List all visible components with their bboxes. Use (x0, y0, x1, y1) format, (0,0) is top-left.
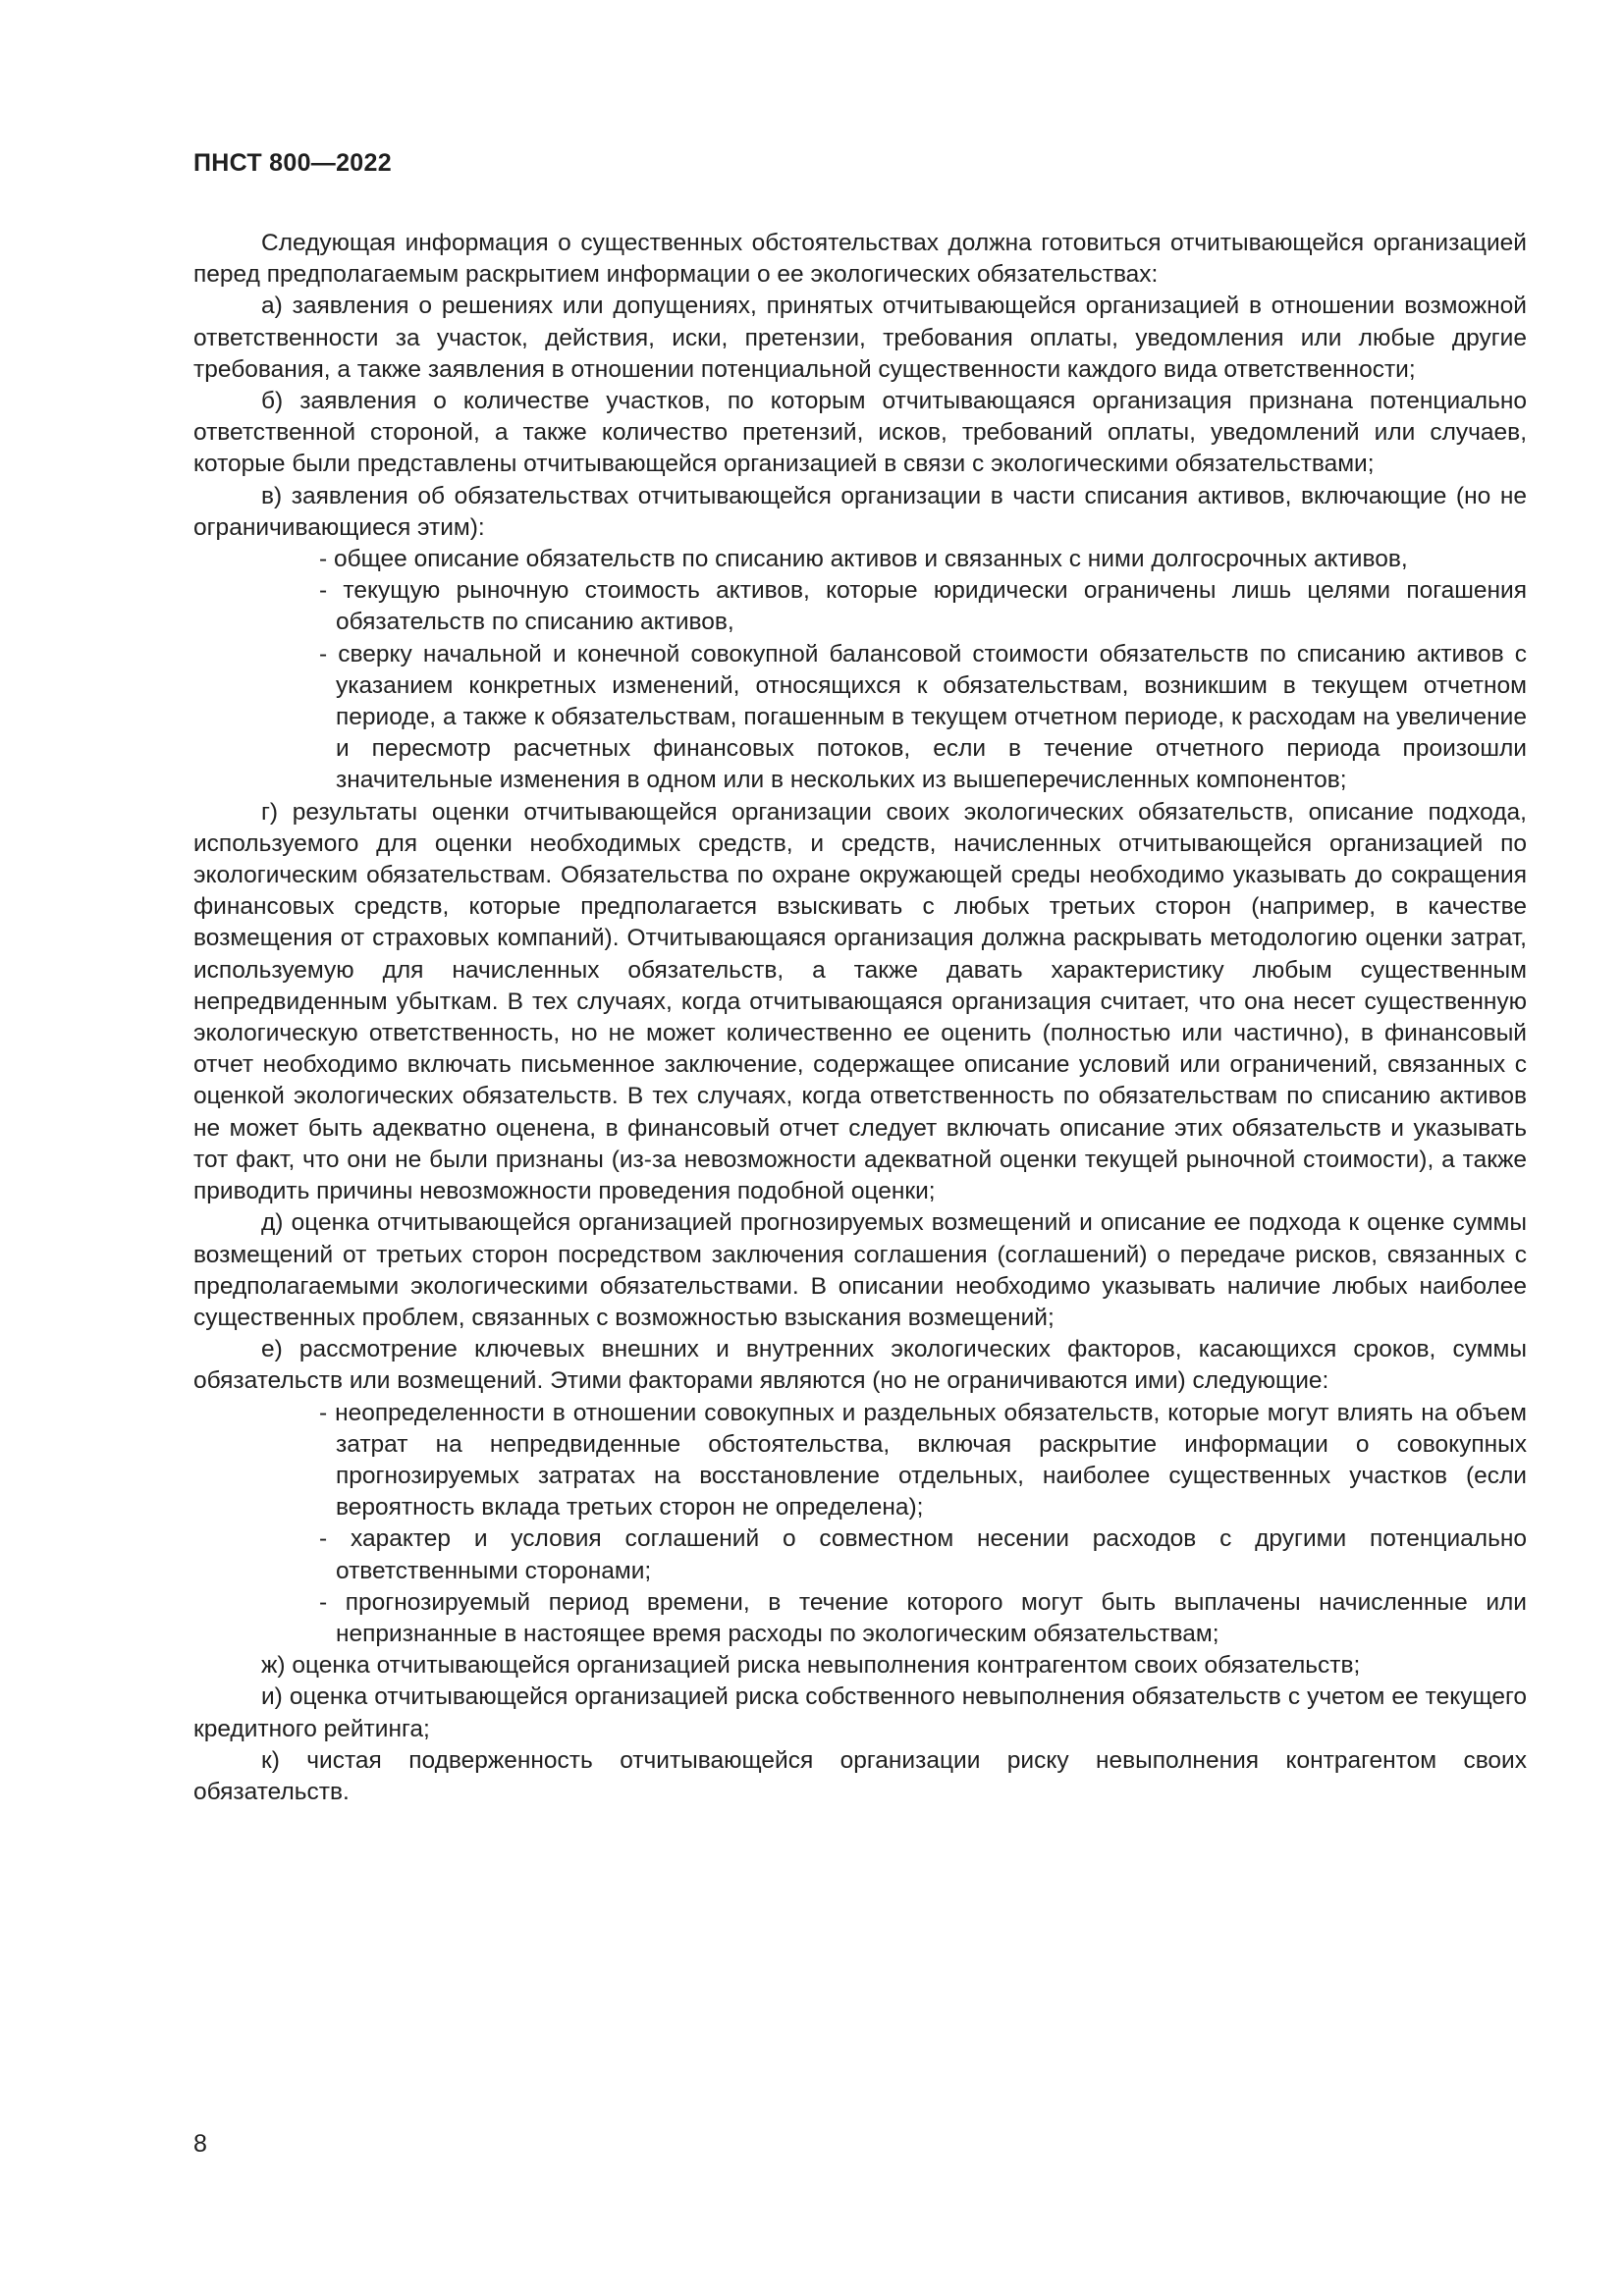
list-item: - текущую рыночную стоимость активов, которые юридически ограничены лишь целями погашения обязательств по списанию активов, (319, 577, 1527, 636)
document-code-header: ПНСТ 800—2022 (193, 149, 392, 177)
intro-paragraph: Следующая информация о существенных обстоятельствах должна готовиться отчитывающейся организацией перед предполагаемым раскрытием информации о ее экологических обязательствах: (193, 230, 1527, 289)
item-d-paragraph: д) оценка отчитывающейся организацией прогнозируемых возмещений и описание ее подхода к оценке суммы возмещений от третьих сторон посредством заключения соглашения (соглашений) о передаче рисков, связанных с предполагаемыми экологическими обязательствами. В описании необходимо указывать наличие любых наиболее существенных проблем, связанных с возможностью взыскания возмещений; (193, 1209, 1527, 1331)
document-body (193, 228, 1527, 1808)
item-v-paragraph: в) заявления об обязательствах отчитывающейся организации в части списания активов, включающие (но не ограничивающиеся этим): (193, 482, 1527, 541)
item-zh-paragraph: ж) оценка отчитывающейся организацией риска невыполнения контрагентом своих обязательств; (261, 1652, 1361, 1680)
item-g-paragraph: г) результаты оценки отчитывающейся организации своих экологических обязательств, описание подхода, используемого для оценки необходимых средств, и средств, начисленных отчитывающейся организацией по экологическим обязательствам. Обязательства по охране окружающей среды необходимо указывать до сокращения финансовых средств, которые предполагается взыскивать с любых третьих сторон (например, в качестве возмещения от страховых компаний). Отчитывающаяся организация должна раскрывать методологию оценки затрат, используемую для начисленных обязательств, а также давать характеристику любым существенным непредвиденным убыткам. В тех случаях, когда отчитывающаяся организация считает, что она несет существенную экологическую ответственность, но не может количественно ее оценить (полностью или частично), в финансовый отчет необходимо включать письменное заключение, содержащее описание условий или ограничений, связанных с оценкой экологических обязательств. В тех случаях, когда ответственность по обязательствам по списанию активов не может быть адекватно оценена, в финансовый отчет следует включать описание этих обязательств и указывать тот факт, что они не были признаны (из-за невозможности адекватной оценки текущей рыночной стоимости), а также приводить причины невозможности проведения подобной оценки; (193, 798, 1527, 1205)
item-v-bullet-list (193, 544, 1527, 797)
page-number: 8 (193, 2130, 207, 2158)
item-e-paragraph: е) рассмотрение ключевых внешних и внутренних экологических факторов, касающихся сроков, суммы обязательств или возмещений. Этими факторами являются (но не ограничиваются ими) следующие: (193, 1336, 1527, 1395)
item-e-bullet-list (193, 1398, 1527, 1651)
list-item: - характер и условия соглашений о совместном несении расходов с другими потенциально ответственными сторонами; (319, 1525, 1527, 1584)
item-b-paragraph: б) заявления о количестве участков, по которым отчитывающаяся организация признана потенциально ответственной стороной, а также количество претензий, исков, требований оплаты, уведомлений или случаев, которые были представлены отчитывающейся организацией в связи с экологическими обязательствами; (193, 388, 1527, 478)
item-i-paragraph: и) оценка отчитывающейся организацией риска собственного невыполнения обязательств с учетом ее текущего кредитного рейтинга; (193, 1683, 1527, 1742)
item-k-paragraph: к) чистая подверженность отчитывающейся организации риску невыполнения контрагентом своих обязательств. (193, 1746, 1527, 1805)
list-item: - неопределенности в отношении совокупных и раздельных обязательств, которые могут влиять на объем затрат на непредвиденные обстоятельства, включая раскрытие информации о совокупных прогнозируемых затратах на восстановление отдельных, наиболее существенных участков (если вероятность вклада третьих сторон не определена); (319, 1399, 1527, 1522)
list-item: - прогнозируемый период времени, в течение которого могут быть выплачены начисленные или непризнанные в настоящее время расходы по экологическим обязательствам; (319, 1588, 1527, 1647)
list-item: - сверку начальной и конечной совокупной балансовой стоимости обязательств по списанию активов с указанием конкретных изменений, относящихся к обязательствам, возникшим в текущем отчетном периоде, а также к обязательствам, погашенным в текущем отчетном периоде, к расходам на увеличение и пересмотр расчетных финансовых потоков, если в течение отчетного периода произошли значительные изменения в одном или в нескольких из вышеперечисленных компонентов; (319, 640, 1527, 794)
item-a-paragraph: а) заявления о решениях или допущениях, принятых отчитывающейся организацией в отношении возможной ответственности за участок, действия, иски, претензии, требования оплаты, уведомления или любые другие требования, а также заявления в отношении потенциальной существенности каждого вида ответственности; (193, 293, 1527, 383)
list-item: - общее описание обязательств по списанию активов и связанных с ними долгосрочных активов, (319, 546, 1408, 573)
